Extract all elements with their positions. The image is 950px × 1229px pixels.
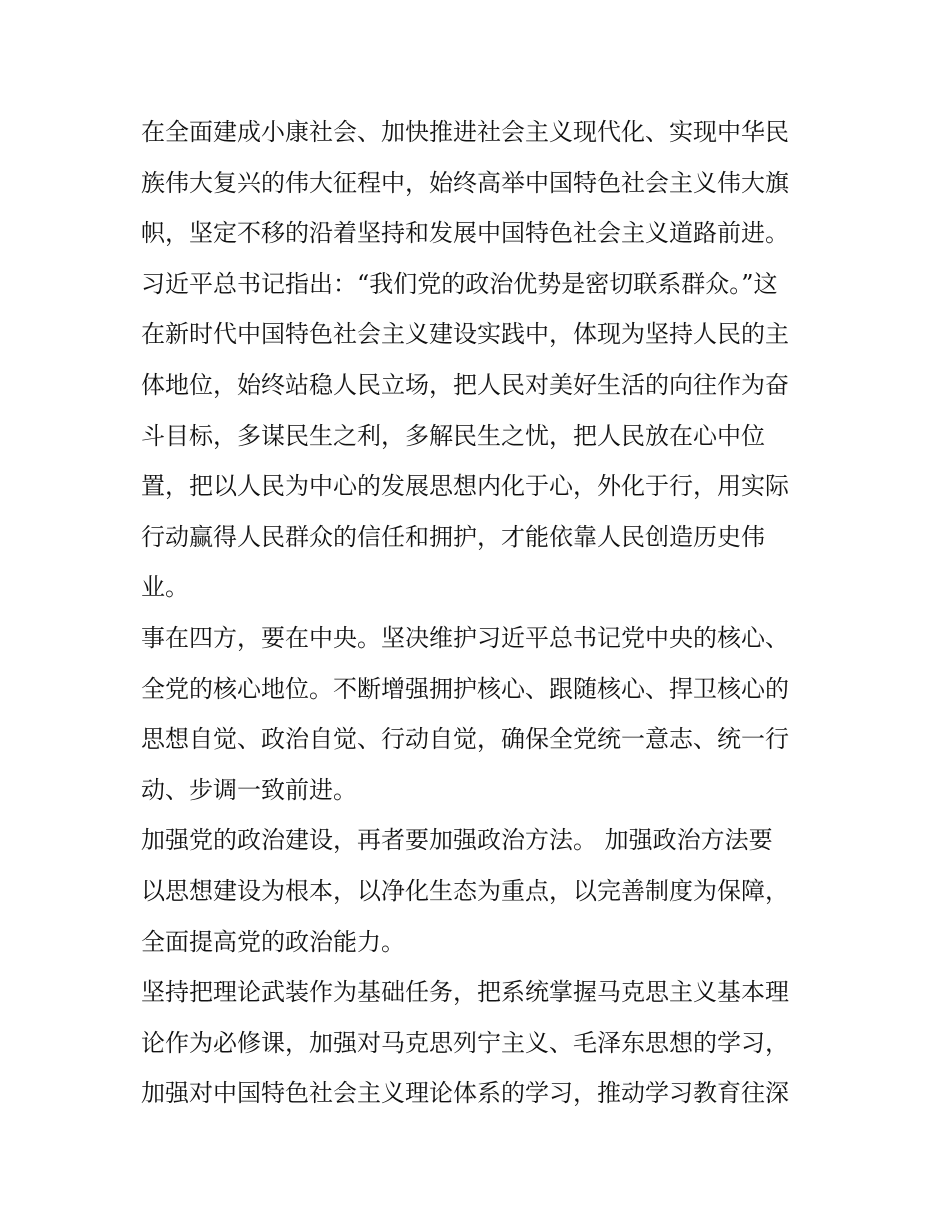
text-line: 动、步调一致前进。 [141, 775, 357, 804]
text-line: 全党的核心地位。不断增强拥护核心、跟随核心、捍卫核心的 [141, 674, 789, 703]
paragraph [141, 107, 821, 259]
text-line: 加强对中国特色社会主义理论体系的学习，推动学习教育往深 [141, 1079, 789, 1108]
text-line: 习近平总书记指出：“我们党的政治优势是密切联系群众。”这 [141, 269, 778, 298]
text-line: 加强党的政治建设，再者要加强政治方法。 加强政治方法要 [141, 826, 773, 855]
paragraph [141, 815, 821, 967]
text-line: 帜，坚定不移的沿着坚持和发展中国特色社会主义道路前进。 [141, 219, 789, 248]
paragraph [141, 967, 821, 1119]
text-line: 在新时代中国特色社会主义建设实践中，体现为坚持人民的主 [141, 320, 789, 349]
text-line: 行动赢得人民群众的信任和拥护，才能依靠人民创造历史伟 [141, 522, 765, 551]
text-line: 全面提高党的政治能力。 [141, 927, 405, 956]
text-line: 以思想建设为根本，以净化生态为重点，以完善制度为保障， [141, 876, 789, 905]
text-line: 在全面建成小康社会、加快推进社会主义现代化、实现中华民 [141, 118, 789, 146]
text-line: 事在四方，要在中央。坚决维护习近平总书记党中央的核心、 [141, 623, 789, 652]
text-line: 体地位，始终站稳人民立场，把人民对美好生活的向往作为奋 [141, 370, 789, 399]
paragraph [141, 259, 821, 613]
text-line: 思想自觉、政治自觉、行动自觉，确保全党统一意志、统一行 [141, 725, 789, 754]
paragraph [141, 613, 821, 815]
document-body [141, 107, 821, 1119]
text-line: 业。 [141, 573, 189, 602]
text-line: 论作为必修课，加强对马克思列宁主义、毛泽东思想的学习， [141, 1028, 789, 1057]
text-line: 坚持把理论武装作为基础任务，把系统掌握马克思主义基本理 [141, 978, 789, 1007]
text-line: 族伟大复兴的伟大征程中，始终高举中国特色社会主义伟大旗 [141, 168, 789, 197]
text-line: 置，把以人民为中心的发展思想内化于心，外化于行，用实际 [141, 472, 789, 501]
text-line: 斗目标，多谋民生之利，多解民生之忧，把人民放在心中位 [141, 421, 765, 450]
